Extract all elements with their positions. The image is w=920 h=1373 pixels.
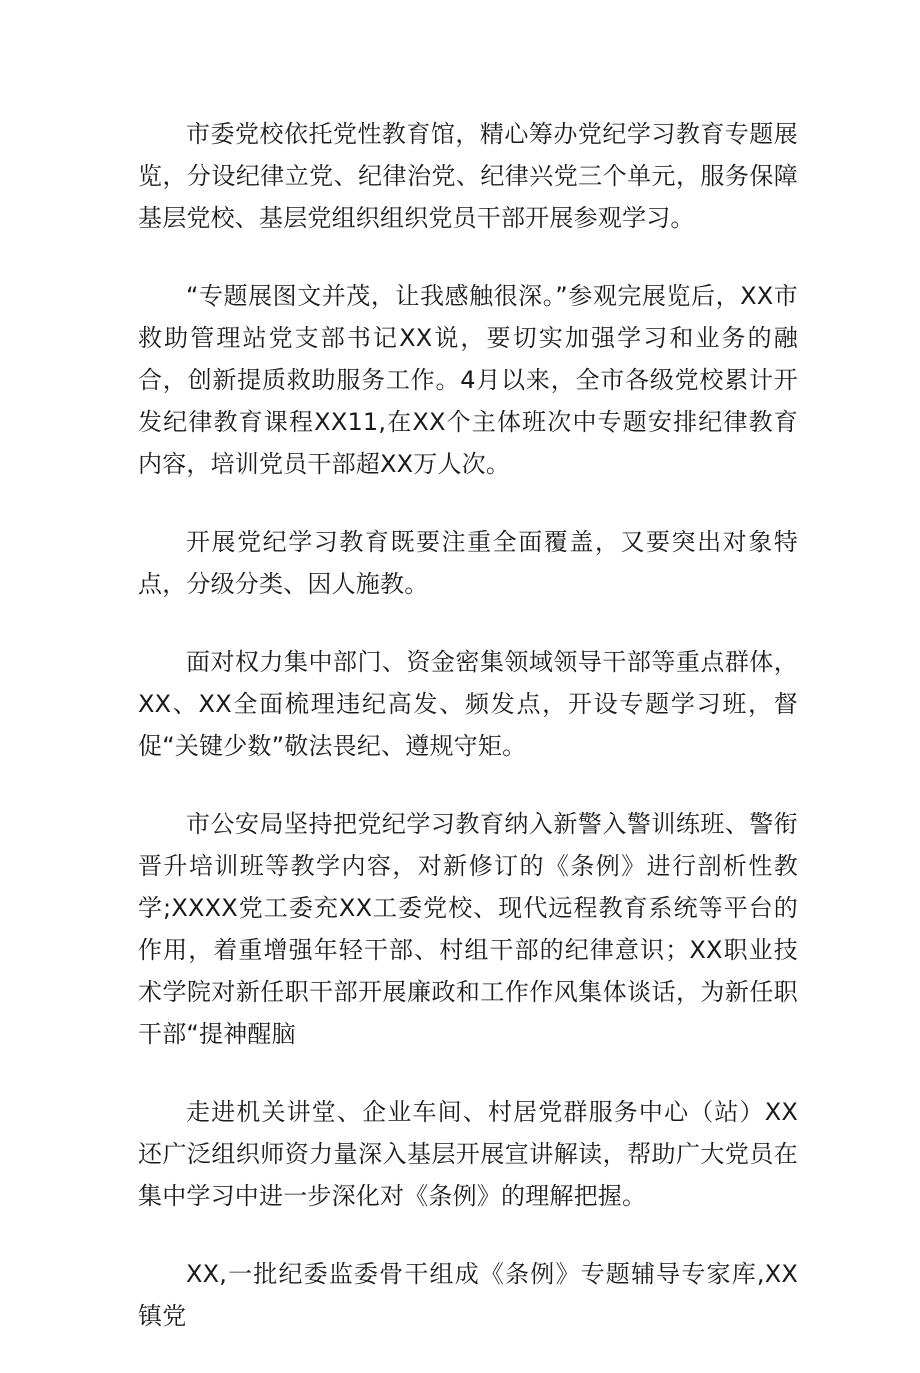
paragraph-5: 市公安局坚持把党纪学习教育纳入新警入警训练班、警衔晋升培训班等教学内容，对新修订的《条例》进行剖析性教学;XXXX党工委充XX工委党校、现代远程教育系统等平台的作用，着重增强年轻干部、村组干部的纪律意识；XX职业技术学院对新任职干部开展廉政和工作作风集体谈话，为新任职干部“提神醒脑 — [138, 810, 798, 1048]
paragraph-6: 走进机关讲堂、企业车间、村居党群服务中心（站）XX还广泛组织师资力量深入基层开展宣讲解读，帮助广大党员在集中学习中进一步深化对《条例》的理解把握。 — [138, 1098, 798, 1210]
paragraph-4: 面对权力集中部门、资金密集领域领导干部等重点群体，XX、XX全面梳理违纪高发、频发点，开设专题学习班，督促“关键少数”敬法畏纪、遵规守矩。 — [138, 648, 798, 760]
paragraph-7: XX,一批纪委监委骨干组成《条例》专题辅导专家库,XX镇党 — [138, 1260, 798, 1330]
document-body — [138, 113, 798, 1373]
paragraph-1: 市委党校依托党性教育馆，精心筹办党纪学习教育专题展览，分设纪律立党、纪律治党、纪律兴党三个单元，服务保障基层党校、基层党组织组织党员干部开展参观学习。 — [138, 120, 798, 232]
paragraph-2: “专题展图文并茂，让我感触很深。”参观完展览后，XX市救助管理站党支部书记XX说，要切实加强学习和业务的融合，创新提质救助服务工作。4月以来，全市各级党校累计开发纪律教育课程XX11,在XX个主体班次中专题安排纪律教育内容，培训党员干部超XX万人次。 — [138, 282, 798, 478]
paragraph-3: 开展党纪学习教育既要注重全面覆盖，又要突出对象特点，分级分类、因人施教。 — [138, 528, 798, 598]
